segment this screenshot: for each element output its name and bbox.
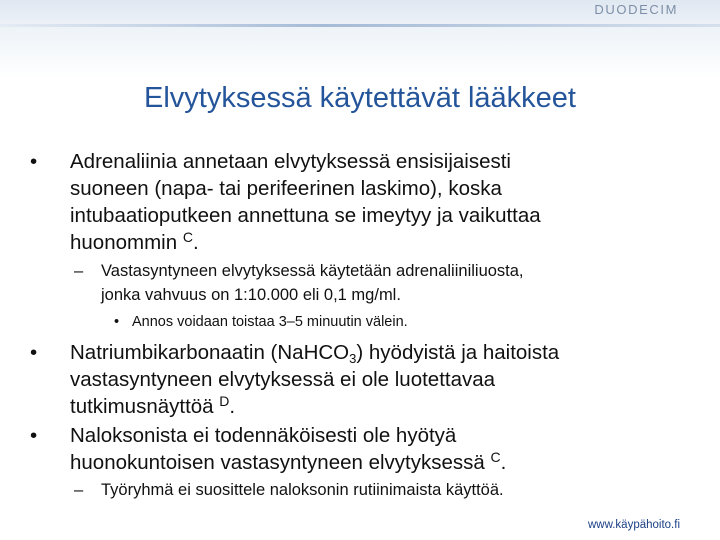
bullet-marker: •	[30, 150, 38, 173]
bullet-marker-small: •	[114, 314, 120, 330]
evidence-grade-c: C	[182, 229, 193, 245]
dash-marker: –	[74, 481, 84, 499]
bullet-1-period: .	[192, 231, 199, 254]
bullet-3-period: .	[500, 451, 507, 474]
duodecim-logo: DUODECIM	[594, 2, 678, 17]
bullet-2-line-1	[70, 341, 559, 365]
kaypahoito-link[interactable]: www.käypähoito.fi	[587, 519, 680, 531]
bullet-2-line-2: vastasyntyneen elvytyksessä ei ole luotettavaa	[70, 368, 496, 391]
bullet-1-line-4	[70, 231, 199, 255]
bullet-1-line-4-text: huonommin	[70, 231, 178, 254]
sub-sub-bullet-1: Annos voidaan toistaa 3–5 minuutin välein.	[132, 314, 408, 330]
evidence-grade-c: C	[490, 449, 501, 465]
dash-marker: –	[74, 262, 84, 280]
bullet-2-line-1-text-before: Natriumbikarbonaatin (Na	[70, 341, 304, 364]
bullet-2-period: .	[229, 395, 236, 418]
bullet-1-line-1: Adrenaliinia annetaan elvytyksessä ensisijaisesti	[70, 150, 511, 173]
bullet-3-line-2	[70, 451, 506, 475]
bullet-1-line-2: suoneen (napa- tai perifeerinen laskimo), koska	[70, 177, 502, 200]
sub-bullet-2-line-1: Työryhmä ei suosittele naloksonin rutiinimaista käyttöä.	[101, 481, 504, 499]
bullet-1-line-3: intubaatioputkeen annettuna se imeytyy ja vaikuttaa	[70, 204, 541, 227]
bullet-3-line-1: Naloksonista ei todennäköisesti ole hyötyä	[70, 424, 457, 447]
bullet-marker: •	[30, 424, 38, 447]
bullet-2-line-1-text-after: ) hyödyistä ja haitoista	[356, 341, 560, 364]
bullet-2-subscript: 3	[349, 351, 357, 366]
bullet-3-line-2-text: huonokuntoisen vastasyntyneen elvytyksessä	[70, 451, 485, 474]
bullet-2-chem-formula: HCO	[303, 341, 350, 364]
bullet-2-line-3	[70, 395, 235, 419]
sub-bullet-1-line-2: jonka vahvuus on 1:10.000 eli 0,1 mg/ml.	[101, 286, 401, 304]
slide-title: Elvytyksessä käytettävät lääkkeet	[144, 82, 576, 114]
sub-bullet-1-line-1: Vastasyntyneen elvytyksessä käytetään adrenaliiniliuosta,	[101, 262, 524, 280]
evidence-grade-d: D	[219, 393, 230, 409]
bullet-marker: •	[30, 341, 38, 364]
bullet-2-line-3-text: tutkimusnäyttöä	[70, 395, 214, 418]
